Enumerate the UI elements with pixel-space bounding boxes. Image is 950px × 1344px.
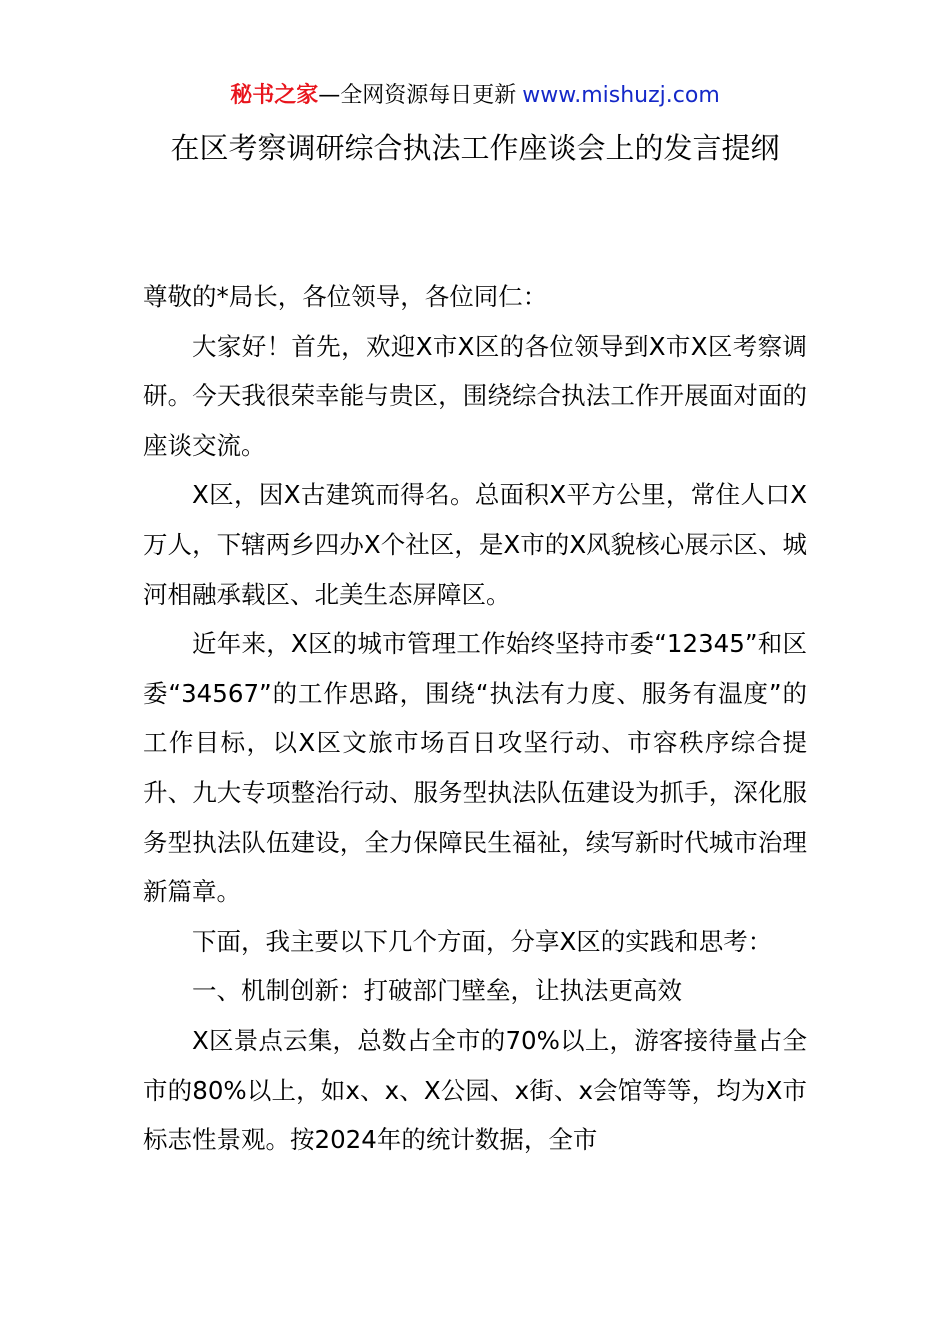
site-header	[0, 80, 950, 112]
document-title: 在区考察调研综合执法工作座谈会上的发言提纲	[170, 131, 780, 165]
header-tagline: —全网资源每日更新	[318, 83, 517, 108]
section-heading-1: 一、机制创新：打破部门壁垒，让执法更高效	[192, 976, 682, 1006]
paragraph-scenic-stats: X区景点云集，总数占全市的70%以上，游客接待量占全市的80%以上，如x、x、X公园、x街、x会馆等等，均为X市标志性景观。按2024年的统计数据，全市	[143, 1025, 807, 1155]
site-url: www.mishuzj.com	[522, 83, 720, 108]
paragraph-district-intro: X区，因X古建筑而得名。总面积X平方公里，常住人口X万人，下辖两乡四办X个社区，是X市的X风貌核心展示区、城河相融承载区、北美生态屏障区。	[143, 480, 807, 609]
paragraph-outline-intro: 下面，我主要以下几个方面，分享X区的实践和思考：	[192, 926, 773, 956]
brand-name: 秘书之家	[230, 83, 319, 108]
salutation: 尊敬的*局长，各位领导，各位同仁：	[143, 282, 548, 311]
paragraph-recent-work: 近年来，X区的城市管理工作始终坚持市委“12345”和区委“34567”的工作思路，围绕“执法有力度、服务有温度”的工作目标，以X区文旅市场百日攻坚行动、市容秩序综合提升、九大专项整治行动、服务型执法队伍建设为抓手，深化服务型执法队伍建设，全力保障民生福祉，续写新时代城市治理新篇章。	[143, 629, 807, 907]
paragraph-welcome: 大家好！首先，欢迎X市X区的各位领导到X市X区考察调研。今天我很荣幸能与贵区，围绕综合执法工作开展面对面的座谈交流。	[143, 331, 807, 460]
document-body	[143, 272, 807, 1165]
